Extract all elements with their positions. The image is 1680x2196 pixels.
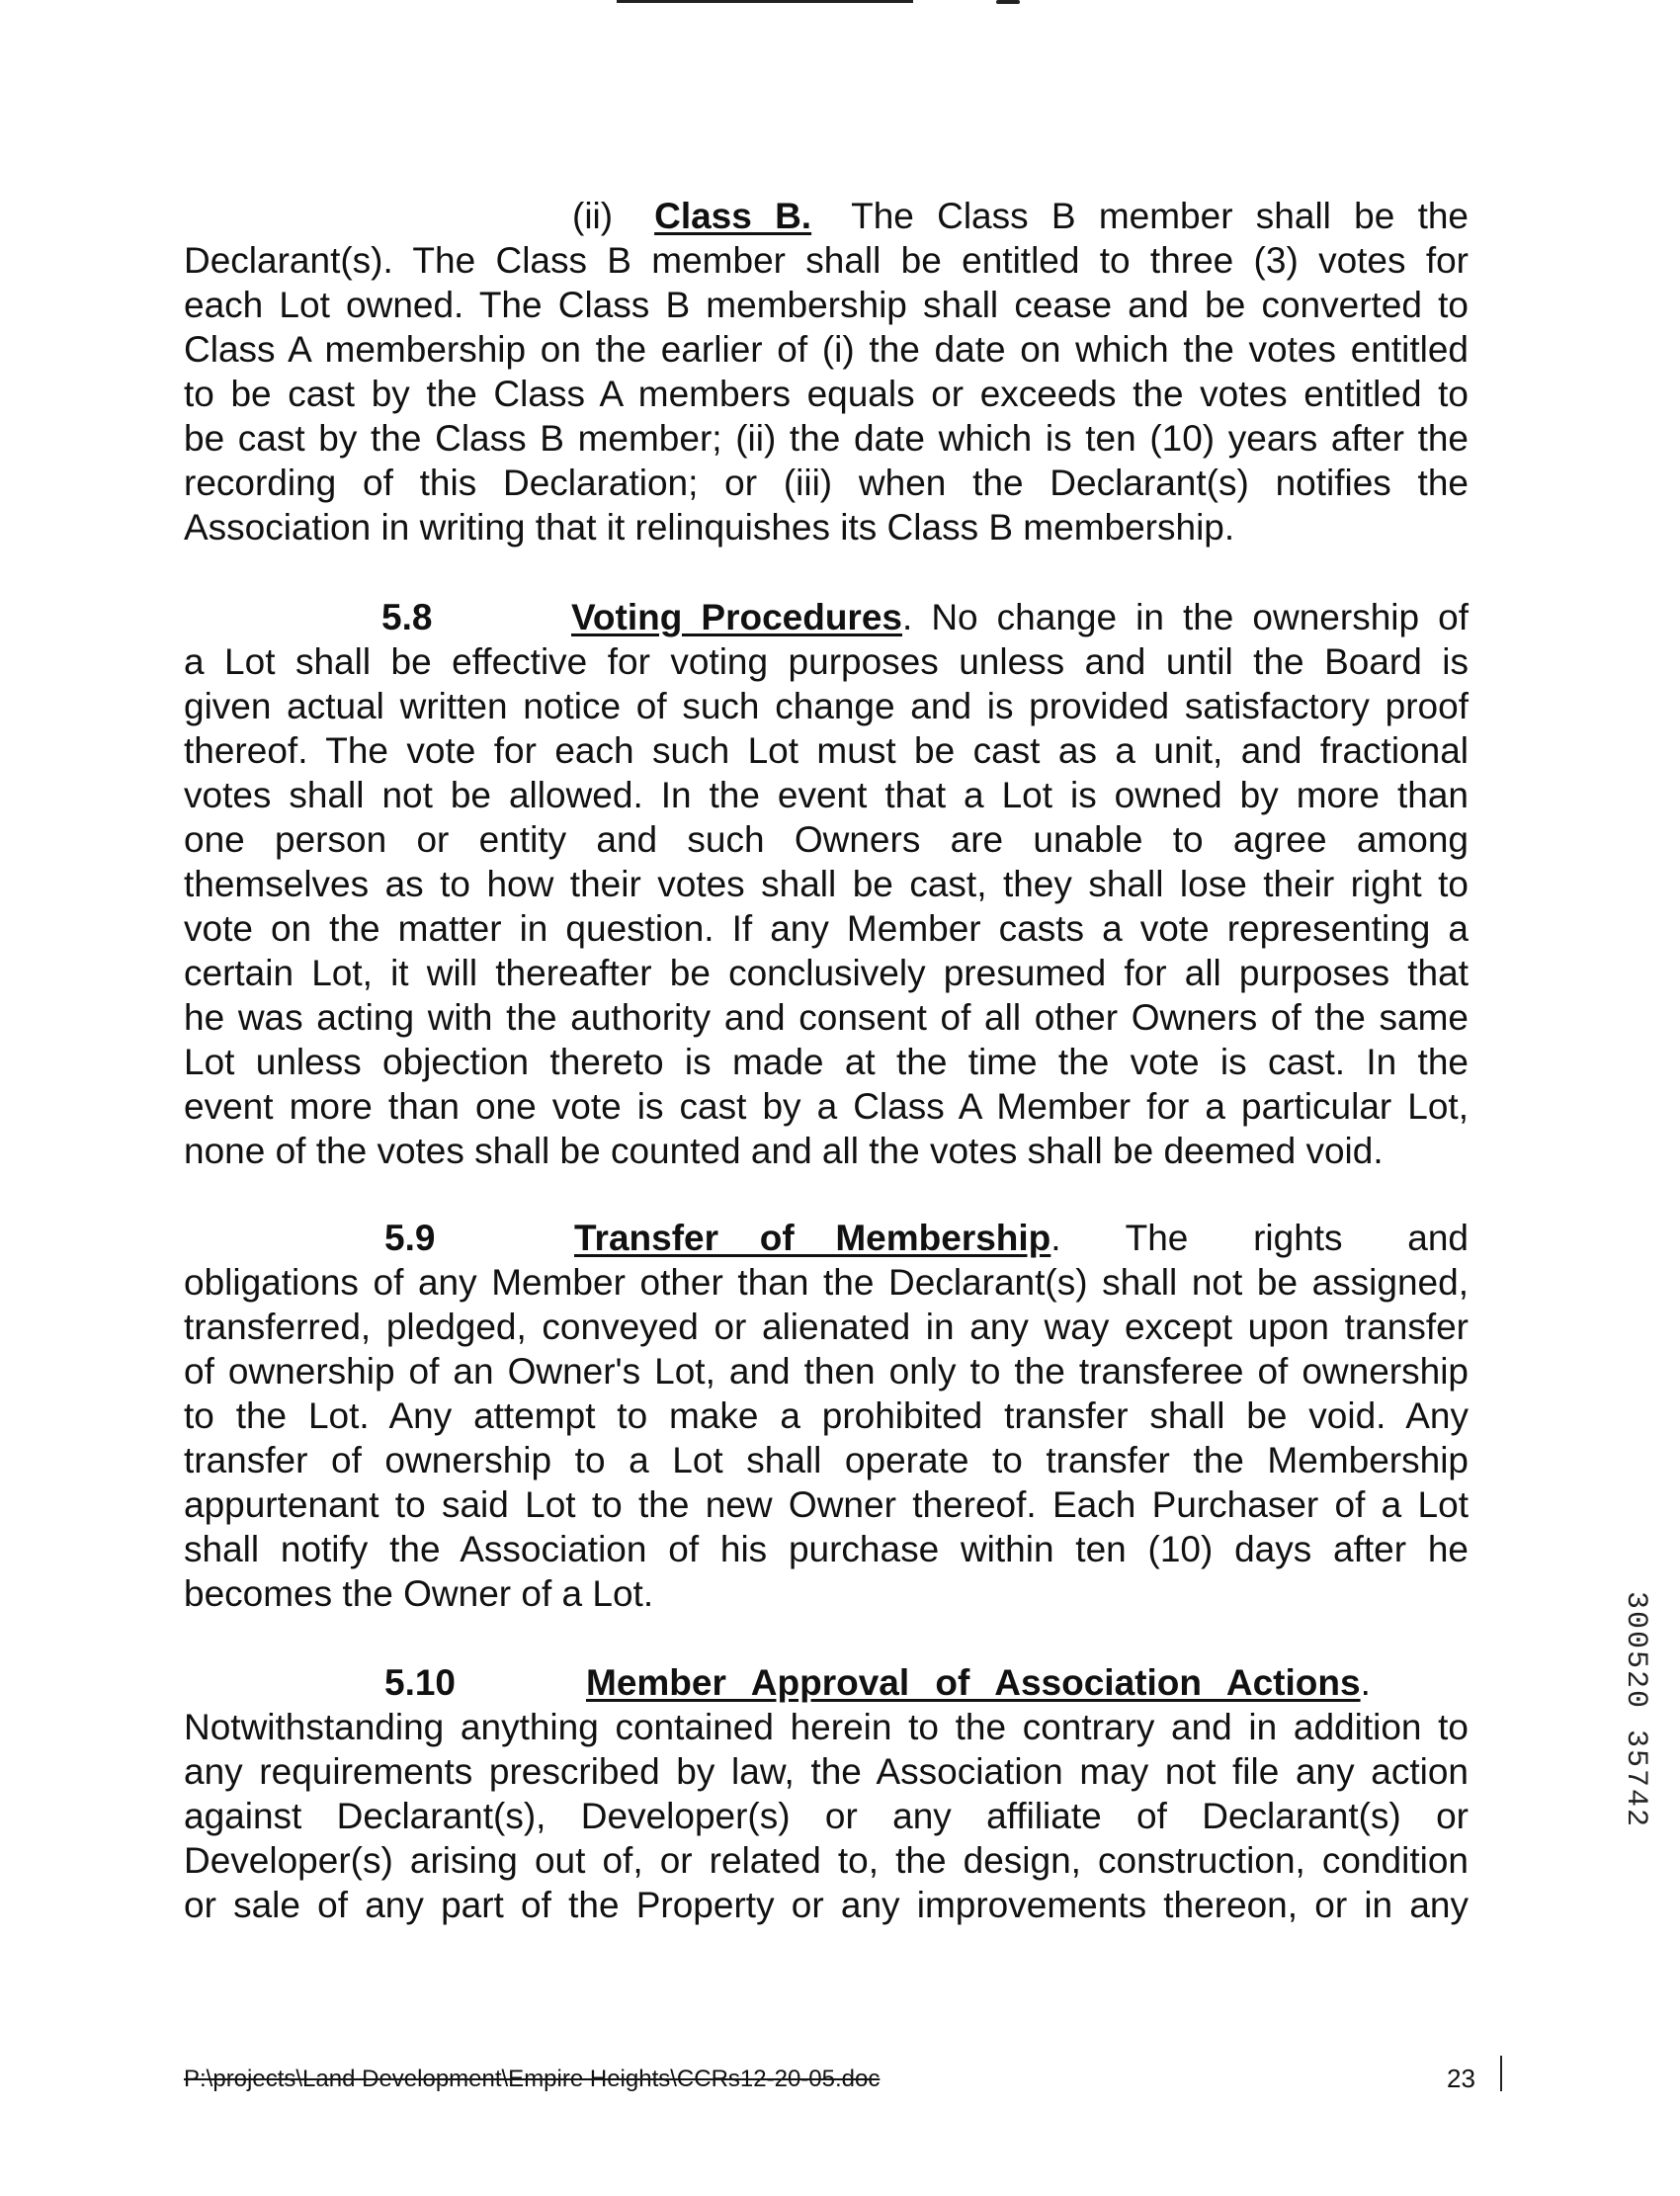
paragraph-class-b bbox=[184, 194, 1469, 549]
section-5-8-line: he was acting with the authority and consent of all other Owners of the same bbox=[184, 997, 1469, 1038]
class-b-heading: Class B. bbox=[654, 196, 812, 236]
footer-file-path: P:\projects\Land Development\Empire Heights\CCRs12-20-05.doc bbox=[184, 2066, 881, 2092]
class-b-line: recording of this Declaration; or (iii) when the Declarant(s) notifies the bbox=[184, 463, 1469, 503]
side-stamp: 300520 35742 bbox=[1619, 1591, 1652, 1829]
section-5-8-line: none of the votes shall be counted and all the votes shall be deemed void. bbox=[184, 1131, 1384, 1171]
section-5-9-first-line bbox=[184, 1216, 1469, 1260]
section-5-10-heading: Member Approval of Association Actions bbox=[586, 1662, 1361, 1703]
page-number: 23 bbox=[1447, 2064, 1475, 2093]
section-5-8 bbox=[184, 595, 1469, 1173]
class-b-line: each Lot owned. The Class B membership shall cease and be converted to bbox=[184, 285, 1469, 325]
class-b-line: be cast by the Class B member; (ii) the date which is ten (10) years after the bbox=[184, 418, 1469, 459]
section-5-8-first-line-text: . No change in the ownership of bbox=[901, 597, 1469, 637]
section-5-8-line: themselves as to how their votes shall be cast, they shall lose their right to bbox=[184, 864, 1469, 904]
section-5-10-line: or sale of any part of the Property or any improvements thereon, or in any bbox=[184, 1885, 1469, 1925]
section-5-8-first-line bbox=[184, 595, 1469, 639]
section-5-8-line: votes shall not be allowed. In the event that a Lot is owned by more than bbox=[184, 775, 1469, 815]
section-5-9-number: 5.9 bbox=[384, 1218, 436, 1258]
section-5-10-first-line-text: . bbox=[1360, 1662, 1371, 1703]
section-5-8-line: thereof. The vote for each such Lot must be cast as a unit, and fractional bbox=[184, 730, 1469, 771]
class-b-label: (ii) bbox=[572, 196, 614, 236]
section-5-8-line: one person or entity and such Owners are unable to agree among bbox=[184, 819, 1469, 860]
section-5-9-line: of ownership of an Owner's Lot, and then only to the transferee of ownership bbox=[184, 1351, 1469, 1392]
section-5-9-line: obligations of any Member other than the Declarant(s) shall not be assigned, bbox=[184, 1262, 1469, 1303]
section-5-8-heading: Voting Procedures bbox=[571, 597, 902, 637]
section-5-9-line: transfer of ownership to a Lot shall operate to transfer the Membership bbox=[184, 1440, 1469, 1480]
section-5-8-line: event more than one vote is cast by a Class A Member for a particular Lot, bbox=[184, 1086, 1469, 1127]
section-5-9-line: appurtenant to said Lot to the new Owner thereof. Each Purchaser of a Lot bbox=[184, 1484, 1469, 1525]
section-5-8-number: 5.8 bbox=[381, 597, 433, 637]
class-b-line: Association in writing that it relinquishes its Class B membership. bbox=[184, 507, 1235, 548]
section-5-10-number: 5.10 bbox=[384, 1662, 457, 1703]
section-5-8-line: certain Lot, it will thereafter be conclusively presumed for all purposes that bbox=[184, 953, 1469, 993]
section-5-9-line: to the Lot. Any attempt to make a prohibited transfer shall be void. Any bbox=[184, 1395, 1469, 1436]
section-5-8-line: a Lot shall be effective for voting purposes unless and until the Board is bbox=[184, 641, 1469, 682]
scan-artifact-top-line bbox=[617, 0, 913, 3]
section-5-9-first-line-text: . The rights and bbox=[1050, 1218, 1469, 1258]
section-5-10-line: Developer(s) arising out of, or related to, the design, construction, condition bbox=[184, 1840, 1469, 1881]
section-5-9 bbox=[184, 1216, 1469, 1616]
section-5-8-line: given actual written notice of such change and is provided satisfactory proof bbox=[184, 686, 1469, 726]
section-5-10-line: Notwithstanding anything contained herein to the contrary and in addition to bbox=[184, 1707, 1469, 1747]
scan-artifact-top-dot bbox=[996, 0, 1020, 4]
section-5-10-first-line bbox=[184, 1660, 1469, 1705]
section-5-9-line: becomes the Owner of a Lot. bbox=[184, 1573, 654, 1614]
class-b-line: to be cast by the Class A members equals or exceeds the votes entitled to bbox=[184, 374, 1469, 414]
section-5-10 bbox=[184, 1660, 1469, 1927]
section-5-10-line: any requirements prescribed by law, the Association may not file any action bbox=[184, 1751, 1469, 1792]
section-5-10-line: against Declarant(s), Developer(s) or any affiliate of Declarant(s) or bbox=[184, 1796, 1469, 1836]
section-5-9-line: shall notify the Association of his purchase within ten (10) days after he bbox=[184, 1529, 1469, 1569]
paragraph-class-b-first-line bbox=[184, 194, 1469, 238]
section-5-9-heading: Transfer of Membership bbox=[574, 1218, 1051, 1258]
class-b-line: Class A membership on the earlier of (i) the date on which the votes entitled bbox=[184, 329, 1469, 370]
section-5-9-line: transferred, pledged, conveyed or alienated in any way except upon transfer bbox=[184, 1307, 1469, 1347]
class-b-first-line-text: The Class B member shall be the bbox=[851, 196, 1470, 236]
page-number-divider bbox=[1500, 2056, 1502, 2091]
class-b-line: Declarant(s). The Class B member shall be entitled to three (3) votes for bbox=[184, 240, 1469, 281]
section-5-8-line: vote on the matter in question. If any Member casts a vote representing a bbox=[184, 908, 1469, 949]
section-5-8-line: Lot unless objection thereto is made at the time the vote is cast. In the bbox=[184, 1042, 1469, 1082]
